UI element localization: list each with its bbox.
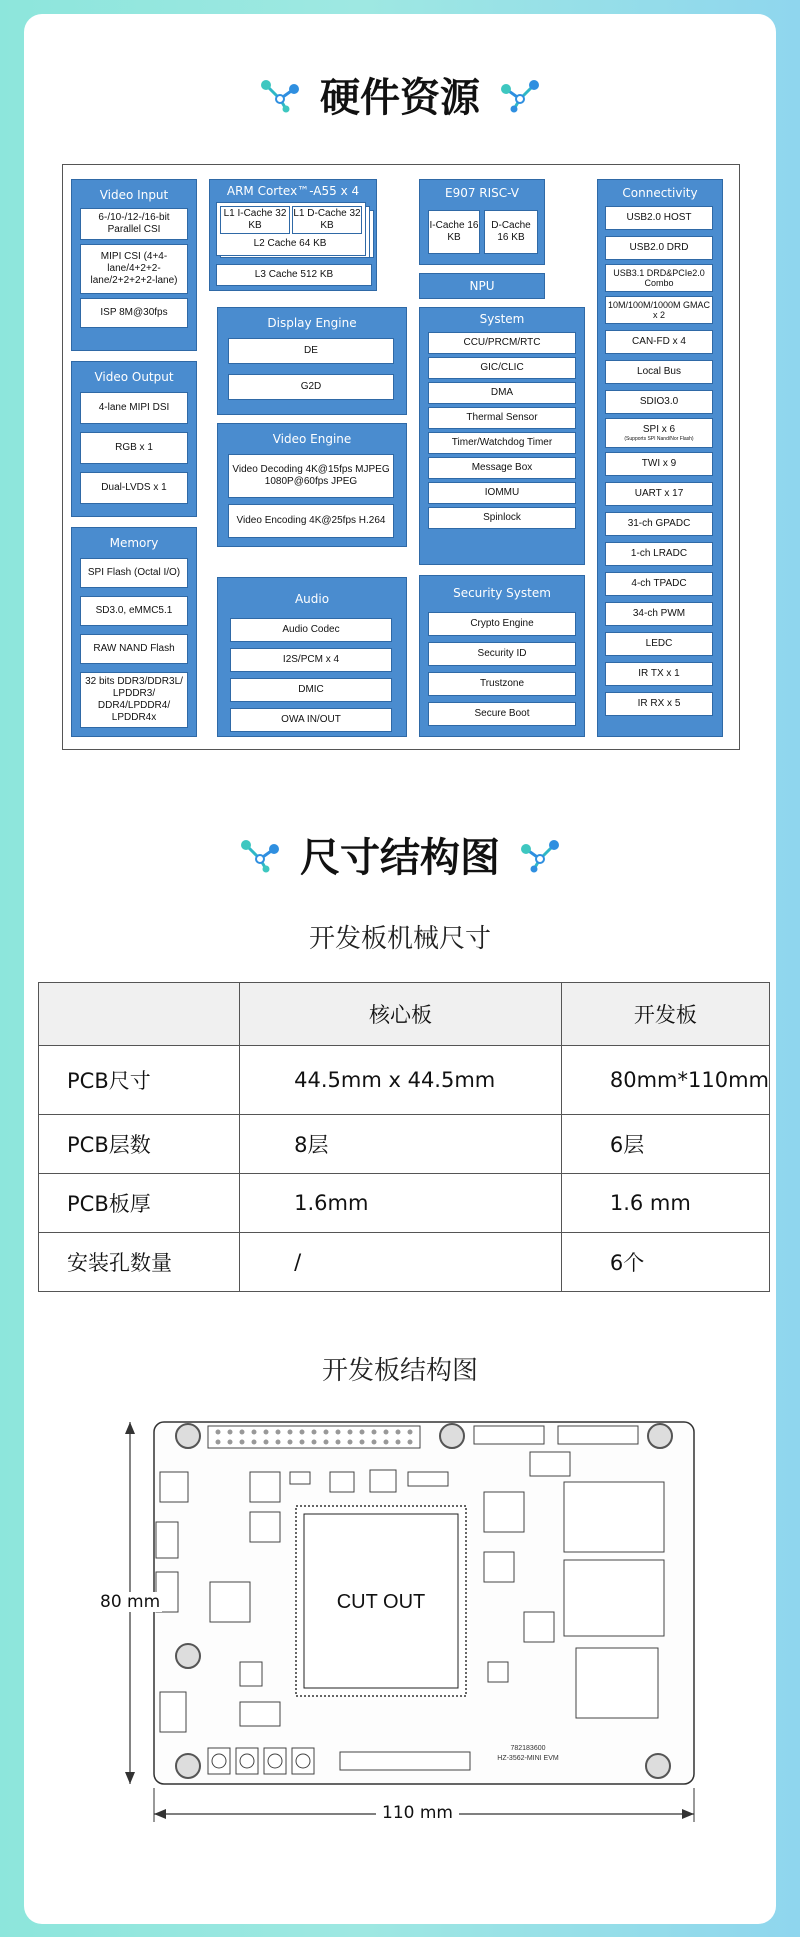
video-engine-item: Video Encoding 4K@25fps H.264 [228,504,394,538]
security-item: Secure Boot [428,702,576,726]
system-item: Timer/Watchdog Timer [428,432,576,454]
height-dimension-label: 80 mm [100,1592,161,1612]
cpu-block [209,179,377,291]
security-block [419,575,585,737]
riscv-icache: I-Cache 16 KB [428,210,480,254]
cutout-label: CUT OUT [336,1591,426,1613]
connectivity-item-spi [605,418,713,448]
memory-item: SD3.0, eMMC5.1 [80,596,188,626]
riscv-block [419,179,545,265]
l3-cache: L3 Cache 512 KB [216,264,372,286]
connectivity-item: CAN-FD x 4 [605,330,713,354]
audio-item: DMIC [230,678,392,702]
connectivity-item: SDIO3.0 [605,390,713,414]
l2-cache: L2 Cache 64 KB [220,236,360,252]
audio-item: Audio Codec [230,618,392,642]
table-cell: 80mm*110mm [561,1046,769,1115]
security-item: Security ID [428,642,576,666]
video-output-item: Dual-LVDS x 1 [80,472,188,504]
connectivity-item: USB2.0 DRD [605,236,713,260]
connectivity-item: UART x 17 [605,482,713,506]
system-item: DMA [428,382,576,404]
l1-dcache: L1 D-Cache 32 KB [292,206,362,234]
video-input-item: 6-/10-/12-/16-bit Parallel CSI [80,208,188,240]
video-input-item: MIPI CSI (4+4-lane/4+2+2-lane/2+2+2+2-lane) [80,244,188,294]
connectivity-item: IR RX x 5 [605,692,713,716]
molecule-icon [238,837,282,873]
soc-block-diagram [62,164,740,750]
system-item: IOMMU [428,482,576,504]
connectivity-item: 1-ch LRADC [605,542,713,566]
table-header-cell [39,983,240,1046]
video-input-title: Video Input [99,188,169,202]
cpu-title: ARM Cortex™-A55 x 4 [226,184,360,198]
security-title: Security System [453,586,551,600]
table-header-cell: 开发板 [561,983,769,1046]
security-item: Trustzone [428,672,576,696]
table-cell: 安装孔数量 [39,1233,240,1292]
security-item: Crypto Engine [428,612,576,636]
display-engine-block [217,307,407,415]
audio-item: OWA IN/OUT [230,708,392,732]
display-item: G2D [228,374,394,400]
silk-text: HZ-3562-MINI EVM [497,1755,559,1762]
table-cell: 1.6mm [240,1174,562,1233]
display-item: DE [228,338,394,364]
structure-section-title [0,826,800,883]
memory-title: Memory [109,536,159,550]
video-engine-title: Video Engine [272,432,352,446]
system-item: Spinlock [428,507,576,529]
table-row [39,1115,770,1174]
video-input-item: ISP 8M@30fps [80,298,188,328]
connectivity-item: Local Bus [605,360,713,384]
spi-note: (Supports SPI Nand/Nor Flash) [624,436,694,442]
connectivity-title: Connectivity [622,186,698,200]
riscv-dcache: D-Cache 16 KB [484,210,538,254]
connectivity-item: USB2.0 HOST [605,206,713,230]
memory-block [71,527,197,737]
system-item: CCU/PRCM/RTC [428,332,576,354]
npu-block: NPU [419,273,545,299]
display-engine-title: Display Engine [267,316,357,330]
structure-title-text: 尺寸结构图 [300,835,500,881]
video-output-block [71,361,197,517]
table-cell: 44.5mm x 44.5mm [240,1046,562,1115]
silk-text: 782183600 [510,1745,546,1752]
audio-block [217,577,407,737]
connectivity-block [597,179,723,737]
board-subtitle: 开发板结构图 [321,1356,478,1386]
width-dimension-label: 110 mm [376,1803,459,1823]
connectivity-item: 34-ch PWM [605,602,713,626]
connectivity-item: LEDC [605,632,713,656]
molecule-icon [518,837,562,873]
memory-item: 32 bits DDR3/DDR3L/ LPDDR3/ DDR4/LPDDR4/ LPDDR4x [80,672,188,728]
video-engine-block [217,423,407,547]
connectivity-item: 10M/100M/1000M GMAC x 2 [605,296,713,324]
system-block [419,307,585,565]
connectivity-item: USB3.1 DRD&PCIe2.0 Combo [605,264,713,292]
table-cell: / [240,1233,562,1292]
system-item: Message Box [428,457,576,479]
table-cell: PCB尺寸 [39,1046,240,1115]
table-row [39,1046,770,1115]
table-row [39,1233,770,1292]
video-output-title: Video Output [94,370,174,384]
connectivity-item: TWI x 9 [605,452,713,476]
molecule-icon [258,77,302,113]
video-output-item: RGB x 1 [80,432,188,464]
audio-item: I2S/PCM x 4 [230,648,392,672]
mech-subtitle: 开发板机械尺寸 [308,924,491,954]
riscv-title: E907 RISC-V [444,186,519,200]
audio-title: Audio [294,592,330,606]
board-outline-drawing [90,1412,710,1832]
molecule-icon [498,77,542,113]
table-cell: PCB板厚 [39,1174,240,1233]
spi-label: SPI x 6 [642,424,676,435]
hardware-section-title [0,66,800,123]
l1-icache: L1 I-Cache 32 KB [220,206,290,234]
system-item: GIC/CLIC [428,357,576,379]
system-item: Thermal Sensor [428,407,576,429]
memory-item: SPI Flash (Octal I/O) [80,558,188,588]
table-cell: 8层 [240,1115,562,1174]
video-input-block [71,179,197,351]
connectivity-item: IR TX x 1 [605,662,713,686]
table-header-cell: 核心板 [240,983,562,1046]
video-engine-item: Video Decoding 4K@15fps MJPEG 1080P@60fps JPEG [228,454,394,498]
table-cell: PCB层数 [39,1115,240,1174]
memory-item: RAW NAND Flash [80,634,188,664]
video-output-item: 4-lane MIPI DSI [80,392,188,424]
table-header-row [39,983,770,1046]
dimensions-table [38,982,770,1292]
connectivity-item: 4-ch TPADC [605,572,713,596]
table-row [39,1174,770,1233]
system-title: System [479,312,525,326]
connectivity-item: 31-ch GPADC [605,512,713,536]
table-cell: 1.6 mm [561,1174,769,1233]
hardware-title-text: 硬件资源 [320,75,480,121]
table-cell: 6层 [561,1115,769,1174]
table-cell: 6个 [561,1233,769,1292]
